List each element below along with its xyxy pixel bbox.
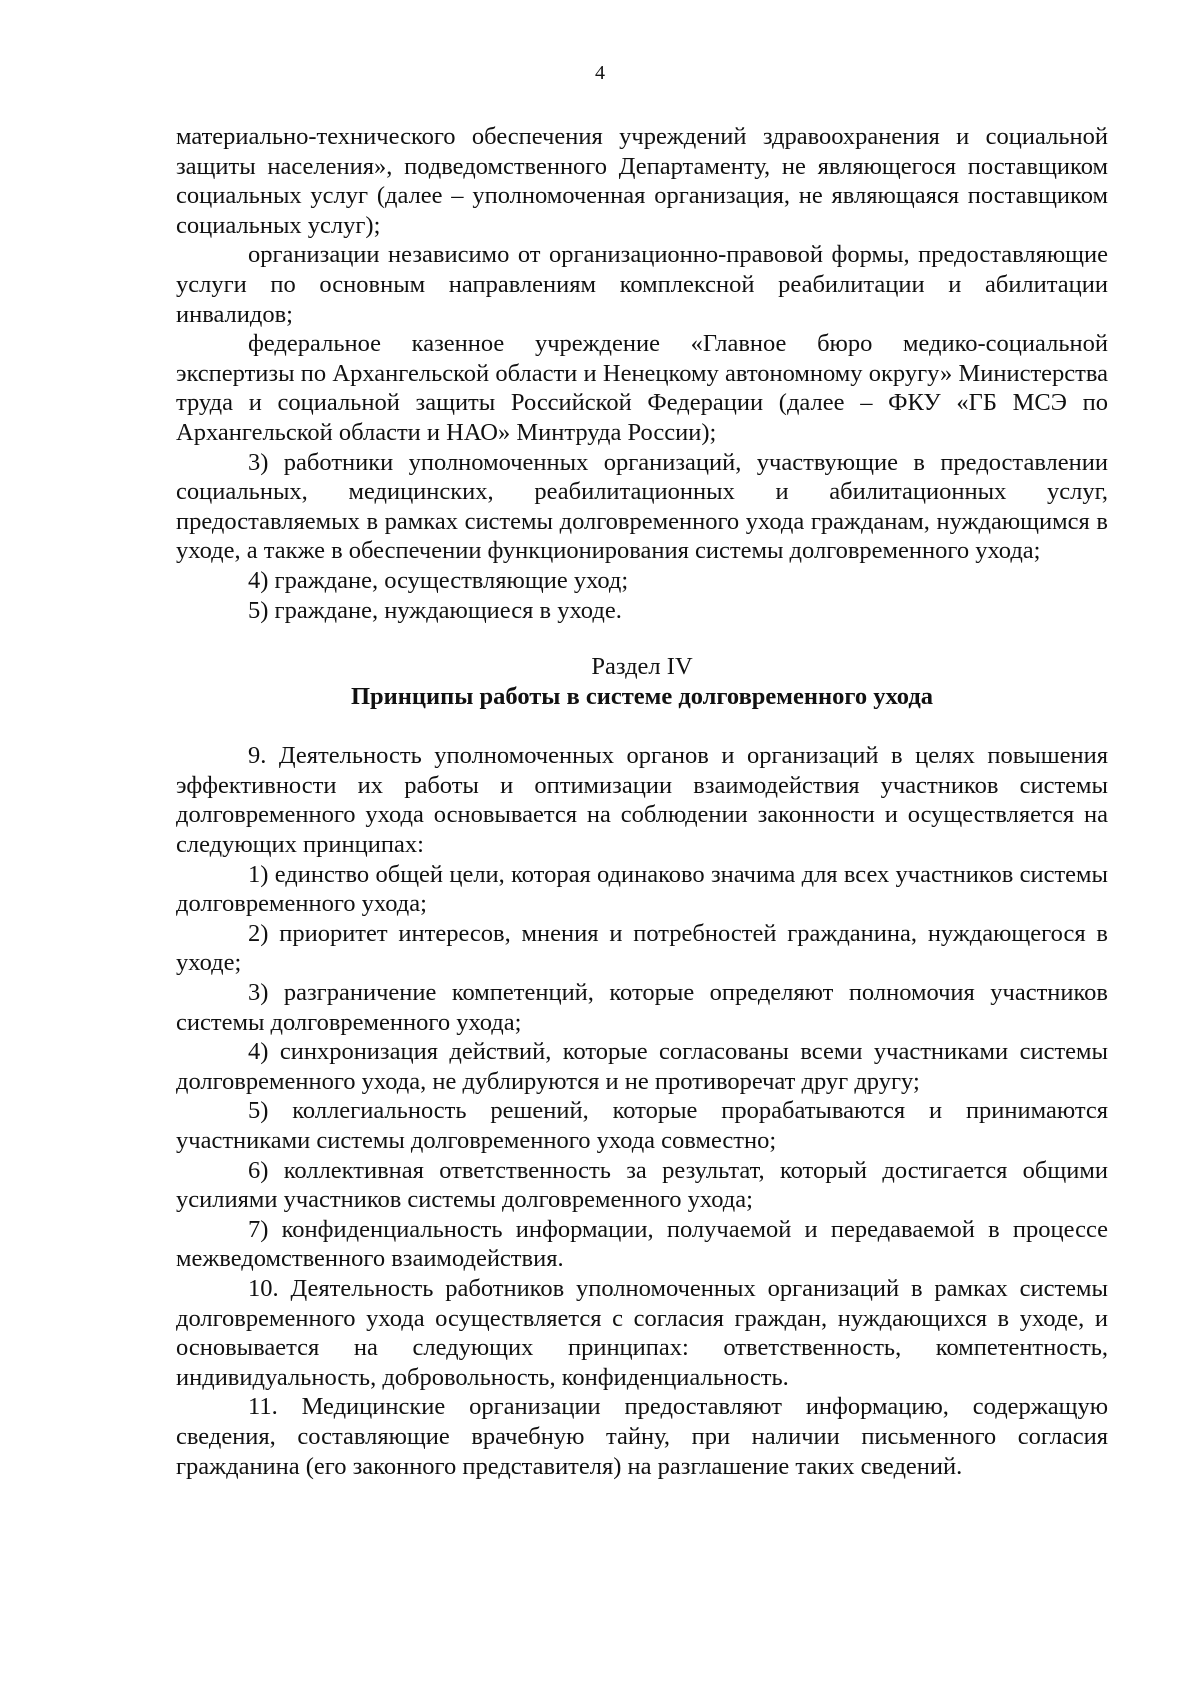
- paragraph-continuation: материально-технического обеспечения учреждений здравоохранения и социальной защиты населения», подведомственного Департаменту, не являющегося поставщиком социальных услуг (далее – уполномоченная организация, не являющаяся поставщиком социальных услуг);: [176, 123, 1108, 239]
- paragraph: организации независимо от организационно-правовой формы, предоставляющие услуги по основным направлениям комплексной реабилитации и абилитации инвалидов;: [176, 241, 1108, 328]
- list-item-3: 3) работники уполномоченных организаций, участвующие в предоставлении социальных, медицинских, реабилитационных и абилитационных услуг, предоставляемых в рамках системы долговременного ухода гражданам, нуждающимся в уходе, а также в обеспечении функционирования системы долговременного ухода;: [176, 448, 1108, 565]
- clause-10: 10. Деятельность работников уполномоченных организаций в рамках системы долговременного ухода осуществляется с согласия граждан, нуждающихся в уходе, и основывается на следующих принципах: ответственность, компетентность, индивидуальность, добровольность, конфиденциальность.: [176, 1274, 1108, 1391]
- clause-11: 11. Медицинские организации предоставляют информацию, содержащую сведения, составляющие врачебную тайну, при наличии письменного согласия гражданина (его законного представителя) на разглашение таких сведений.: [176, 1393, 1108, 1480]
- page-number: 4: [595, 62, 605, 84]
- section-title: Принципы работы в системе долговременного ухода: [351, 682, 933, 710]
- principle-6: 6) коллективная ответственность за результат, который достигается общими усилиями участников системы долговременного ухода;: [176, 1156, 1108, 1214]
- principle-1: 1) единство общей цели, которая одинаково значима для всех участников системы долговременного ухода;: [176, 860, 1108, 918]
- principle-4: 4) синхронизация действий, которые согласованы всеми участниками системы долговременного ухода, не дублируются и не противоречат друг другу;: [176, 1038, 1108, 1095]
- paragraph: федеральное казенное учреждение «Главное бюро медико-социальной экспертизы по Архангельской области и Ненецкому автономному округу» Министерства труда и социальной защиты Российской Федерации (далее – ФКУ «ГБ МСЭ по Архангельской области и НАО» Минтруда России);: [176, 330, 1108, 446]
- principle-7: 7) конфиденциальность информации, получаемой и передаваемой в процессе межведомственного взаимодействия.: [176, 1215, 1108, 1273]
- clause-9: 9. Деятельность уполномоченных органов и организаций в целях повышения эффективности их работы и оптимизации взаимодействия участников системы долговременного ухода основывается на соблюдении законности и осуществляется на следующих принципах:: [176, 742, 1108, 859]
- principle-5: 5) коллегиальность решений, которые прорабатываются и принимаются участниками системы долговременного ухода совместно;: [176, 1097, 1108, 1154]
- list-item-4: 4) граждане, осуществляющие уход;: [248, 566, 629, 594]
- section-number: Раздел IV: [591, 653, 693, 681]
- principle-3: 3) разграничение компетенций, которые определяют полномочия участников системы долговременного ухода;: [176, 979, 1108, 1036]
- principle-2: 2) приоритет интересов, мнения и потребностей гражданина, нуждающегося в уходе;: [176, 919, 1108, 977]
- document-body: [176, 122, 1108, 1481]
- list-item-5: 5) граждане, нуждающиеся в уходе.: [248, 596, 622, 624]
